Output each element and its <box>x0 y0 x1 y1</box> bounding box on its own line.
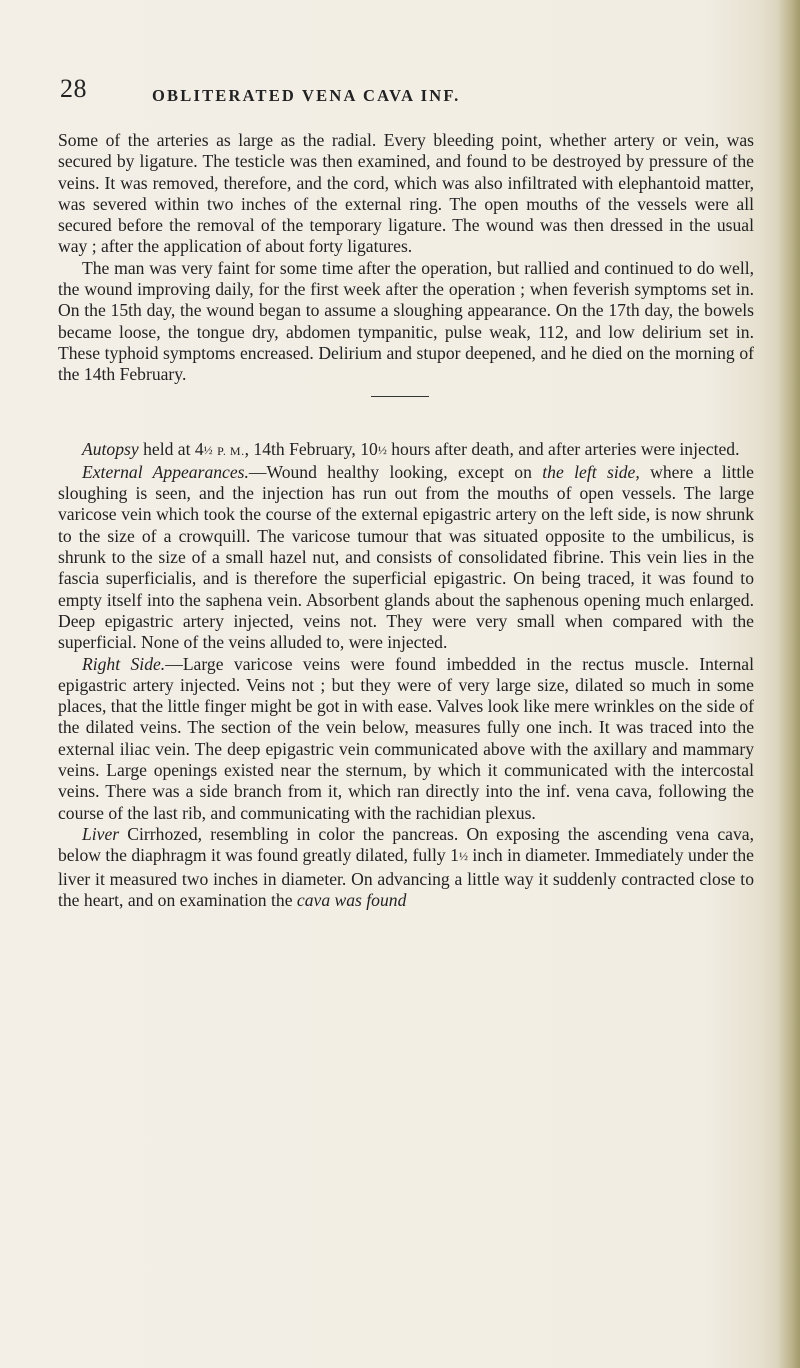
text-segment: External Appearances. <box>82 461 249 482</box>
text-segment: Cirrhozed, resembling in color the pancreas. On exposing the ascending vena cava, below the diaphragm it was found greatly dilated, fully 1 <box>58 823 754 866</box>
text-segment: inch in diameter. Immediately under the liver it measured two inches in diameter. On advancing a little way it suddenly contracted close to the heart, and on examination the <box>58 845 754 910</box>
text-segment: ½ <box>377 442 387 457</box>
text-segment: hours after death, and after arteries were injected. <box>386 438 740 459</box>
section-divider <box>371 396 429 397</box>
text-segment: where a little sloughing is seen, and the injection has run out from the mouths of open vessels. The large varicose vein which took the course of the external epigastric artery on the left side, is now shrunk to the size of a crowquill. The varicose tumour that was situated opposite to the umbilicus, is shrunk to the size of a small hazel nut, and consists of consolidated fibrine. This vein lies in the fascia superficialis, and is therefore the superficial epigastric. On being traced, it was found to empty itself into the saphena vein. Absorbent glands about the saphenous opening much enlarged. Deep epigastric artery injected, veins not. They were very small when compared with the superficial. None of the veins alluded to, were injected. <box>58 461 754 653</box>
text-segment: The man was very faint for some time after the operation, but rallied and continued to do well, the wound improving daily, for the first week after the operation ; when feverish symptoms set in. On the 15th day, the wound began to assume a sloughing appearance. On the 17th day, the bowels became loose, the tongue dry, abdomen tympanitic, pulse weak, 112, and low delirium set in. These typhoid symptoms encreased. Delirium and stupor deepened, and he died on the morning of the 14th February. <box>58 257 754 385</box>
paragraph <box>58 258 754 386</box>
text-segment: held at 4 <box>138 438 204 459</box>
text-segment: Autopsy <box>82 438 139 459</box>
text-segment: the left side, <box>542 461 640 482</box>
text-segment: ½ <box>458 849 468 864</box>
paragraph <box>58 654 754 824</box>
page-number: 28 <box>60 74 87 103</box>
text-segment: Right Side. <box>82 653 166 674</box>
text-segment: cava was found <box>296 889 407 910</box>
paragraph <box>58 130 754 258</box>
text-segment: —Wound healthy looking, except on <box>248 461 543 482</box>
text-segment: ½ <box>203 442 213 457</box>
page-edge-shading <box>778 0 800 1368</box>
text-segment: Liver <box>82 823 120 844</box>
running-head: OBLITERATED VENA CAVA INF. <box>152 86 461 105</box>
text-segment: , 14th February, 10 <box>244 438 378 459</box>
page-header <box>60 74 760 108</box>
paragraph <box>58 439 754 462</box>
text-segment: Some of the arteries as large as the radial. Every bleeding point, whether artery or vein, was secured by ligature. The testicle was then examined, and found to be destroyed by pressure of the veins. It was removed, therefore, and the cord, which was also infiltrated with elephantoid matter, was severed within two inches of the external ring. The open mouths of the vessels were all secured before the removal of the temporary ligature. The wound was then dressed in the usual way ; after the application of about forty ligatures. <box>58 130 754 257</box>
text-segment: P. M. <box>217 443 245 458</box>
text-segment: —Large varicose veins were found imbedded in the rectus muscle. Internal epigastric artery injected. Veins not ; but they were of very large size, dilated so much in some places, that the little finger might be got in with ease. Valves look like mere wrinkles on the side of the dilated veins. The section of the vein below, measures fully one inch. It was traced into the external iliac vein. The deep epigastric vein communicated above with the axillary and mammary veins. Large openings existed near the sternum, by which it communicated with the intercostal veins. There was a side branch from it, which ran directly into the inf. vena cava, following the course of the last rib, and communicating with the rachidian plexus. <box>58 653 754 823</box>
body-text <box>58 130 754 911</box>
paragraph <box>58 462 754 654</box>
paragraph <box>58 824 754 911</box>
